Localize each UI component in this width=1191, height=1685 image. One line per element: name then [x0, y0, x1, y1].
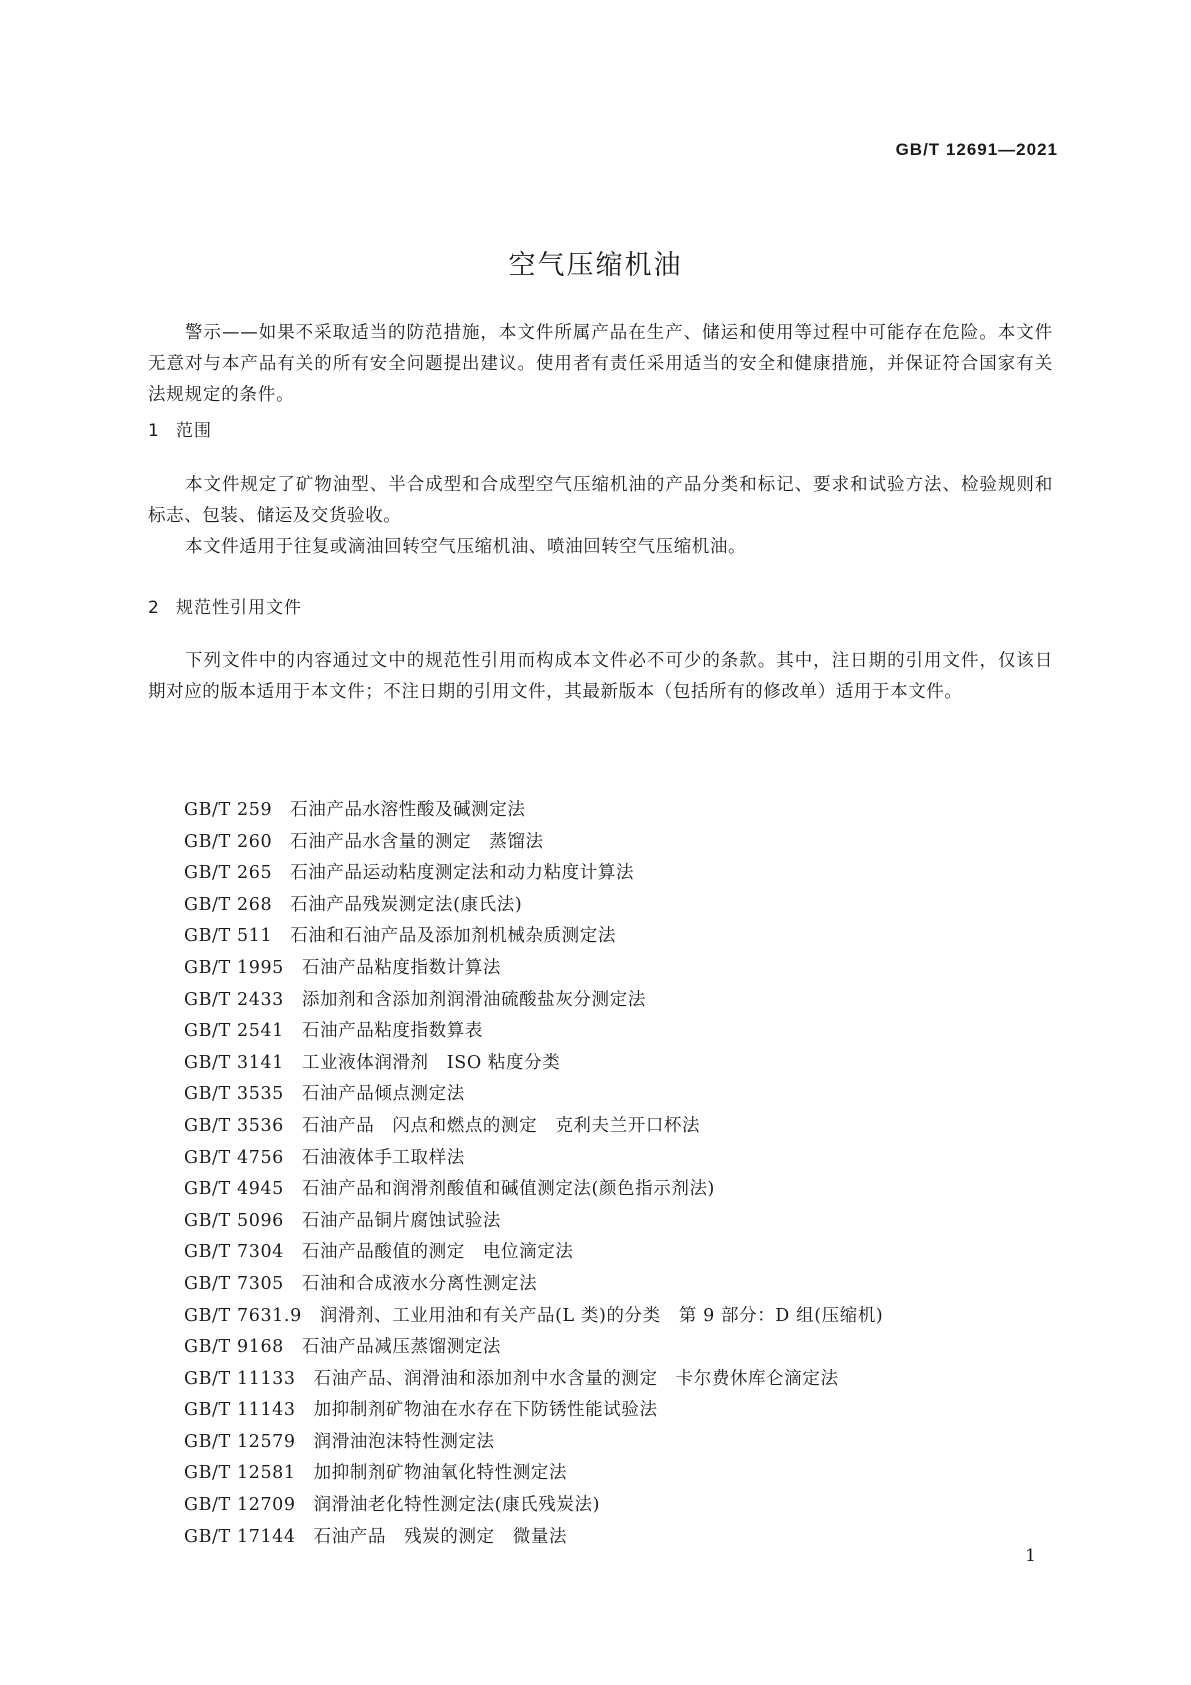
- reference-item: [184, 890, 883, 922]
- reference-code: GB/T 268: [184, 894, 273, 915]
- reference-item: [184, 1237, 883, 1269]
- reference-code: GB/T 4945: [184, 1179, 284, 1200]
- reference-list: [184, 795, 883, 1553]
- reference-code: GB/T 1995: [184, 957, 284, 978]
- section-title: 范围: [176, 421, 212, 441]
- standard-code: GB/T 12691—2021: [895, 140, 1058, 159]
- reference-item: [184, 858, 883, 890]
- reference-title: 润滑油老化特性测定法(康氏残炭法): [313, 1495, 601, 1516]
- reference-code: GB/T 12581: [184, 1463, 296, 1484]
- reference-item: [184, 1427, 883, 1459]
- reference-title: 石油产品减压蒸馏测定法: [301, 1337, 502, 1358]
- section-heading-normative-references: [148, 593, 302, 618]
- reference-item: [184, 1395, 883, 1427]
- reference-item: [184, 1079, 883, 1111]
- reference-title: 石油产品运动粘度测定法和动力粘度计算法: [290, 863, 635, 884]
- reference-item: [184, 1332, 883, 1364]
- reference-item: [184, 1111, 883, 1143]
- section-title: 规范性引用文件: [176, 598, 302, 618]
- reference-title: 石油液体手工取样法: [301, 1147, 465, 1168]
- reference-item: [184, 1048, 883, 1080]
- reference-item: [184, 1143, 883, 1175]
- reference-code: GB/T 259: [184, 800, 273, 820]
- page-number: 1: [1025, 1546, 1036, 1566]
- reference-title: 石油产品残炭测定法(康氏法): [290, 894, 523, 915]
- reference-code: GB/T 3536: [184, 1115, 284, 1136]
- reference-item: [184, 1174, 883, 1206]
- reference-code: GB/T 12709: [184, 1495, 296, 1516]
- reference-title: 石油产品水溶性酸及碱测定法: [290, 800, 526, 820]
- reference-title: 石油产品铜片腐蚀试验法: [301, 1210, 502, 1231]
- reference-item: [184, 1522, 883, 1554]
- reference-item: [184, 1490, 883, 1522]
- scope-paragraph: 本文件适用于往复或滴油回转空气压缩机油、喷油回转空气压缩机油。: [185, 537, 747, 557]
- warning-paragraph: 警示——如果不采取适当的防范措施，本文件所属产品在生产、储运和使用等过程中可能存在危险。本文件无意对与本产品有关的所有安全问题提出建议。使用者有责任采用适当的安全和健康措施，并保证符合国家有关法规规定的条件。: [148, 323, 1053, 405]
- reference-title: 石油产品水含量的测定 蒸馏法: [290, 831, 544, 852]
- reference-item: [184, 985, 883, 1017]
- reference-code: GB/T 5096: [184, 1210, 284, 1231]
- reference-code: GB/T 7631.9: [184, 1305, 302, 1326]
- reference-title: 石油产品和润滑剂酸值和碱值测定法(颜色指示剂法): [301, 1179, 715, 1200]
- reference-item: [184, 1458, 883, 1490]
- reference-title: 加抑制剂矿物油在水存在下防锈性能试验法: [313, 1400, 658, 1421]
- reference-item: [184, 1364, 883, 1396]
- reference-title: 石油和石油产品及添加剂机械杂质测定法: [290, 926, 616, 947]
- reference-code: GB/T 9168: [184, 1337, 284, 1358]
- scope-paragraph: 本文件规定了矿物油型、半合成型和合成型空气压缩机油的产品分类和标记、要求和试验方法、检验规则和标志、包装、储运及交货验收。: [148, 475, 1053, 526]
- references-intro-paragraph: 下列文件中的内容通过文中的规范性引用而构成本文件必不可少的条款。其中，注日期的引用文件，仅该日期对应的版本适用于本文件；不注日期的引用文件，其最新版本（包括所有的修改单）适用于本文件。: [148, 651, 1053, 702]
- reference-item: [184, 1206, 883, 1238]
- reference-title: 石油产品倾点测定法: [301, 1084, 465, 1105]
- reference-code: GB/T 7305: [184, 1273, 284, 1294]
- reference-code: GB/T 511: [184, 926, 273, 947]
- reference-code: GB/T 2541: [184, 1021, 284, 1042]
- reference-code: GB/T 4756: [184, 1147, 284, 1168]
- reference-code: GB/T 11133: [184, 1368, 296, 1389]
- reference-code: GB/T 17144: [184, 1526, 296, 1547]
- reference-item: [184, 827, 883, 859]
- reference-code: GB/T 12579: [184, 1431, 296, 1452]
- reference-title: 工业液体润滑剂 ISO 粘度分类: [301, 1052, 561, 1073]
- reference-item: [184, 1269, 883, 1301]
- section-number: 1: [148, 421, 160, 441]
- reference-code: GB/T 11143: [184, 1400, 296, 1421]
- reference-title: 加抑制剂矿物油氧化特性测定法: [313, 1463, 568, 1484]
- reference-item: [184, 953, 883, 985]
- reference-title: 润滑油泡沫特性测定法: [313, 1431, 495, 1452]
- reference-item: [184, 1016, 883, 1048]
- reference-title: 石油产品粘度指数算表: [301, 1021, 483, 1042]
- reference-title: 石油产品 闪点和燃点的测定 克利夫兰开口杯法: [301, 1115, 701, 1136]
- reference-code: GB/T 265: [184, 863, 273, 884]
- reference-title: 添加剂和含添加剂润滑油硫酸盐灰分测定法: [301, 989, 646, 1010]
- reference-title: 石油产品粘度指数计算法: [301, 957, 502, 978]
- reference-title: 石油产品酸值的测定 电位滴定法: [301, 1242, 574, 1263]
- reference-title: 润滑剂、工业用油和有关产品(L 类)的分类 第 9 部分：D 组(压缩机): [319, 1305, 884, 1326]
- reference-item: [184, 1301, 883, 1333]
- reference-item: [184, 921, 883, 953]
- document-title: 空气压缩机油: [508, 250, 683, 281]
- section-number: 2: [148, 598, 160, 618]
- reference-code: GB/T 3141: [184, 1052, 284, 1073]
- reference-title: 石油产品、润滑油和添加剂中水含量的测定 卡尔费休库仑滴定法: [313, 1368, 839, 1389]
- reference-code: GB/T 2433: [184, 989, 284, 1010]
- section-heading-scope: [148, 416, 212, 441]
- reference-item: [184, 795, 883, 827]
- reference-code: GB/T 7304: [184, 1242, 284, 1263]
- reference-title: 石油产品 残炭的测定 微量法: [313, 1526, 568, 1547]
- reference-code: GB/T 3535: [184, 1084, 284, 1105]
- reference-code: GB/T 260: [184, 831, 273, 852]
- reference-title: 石油和合成液水分离性测定法: [301, 1273, 538, 1294]
